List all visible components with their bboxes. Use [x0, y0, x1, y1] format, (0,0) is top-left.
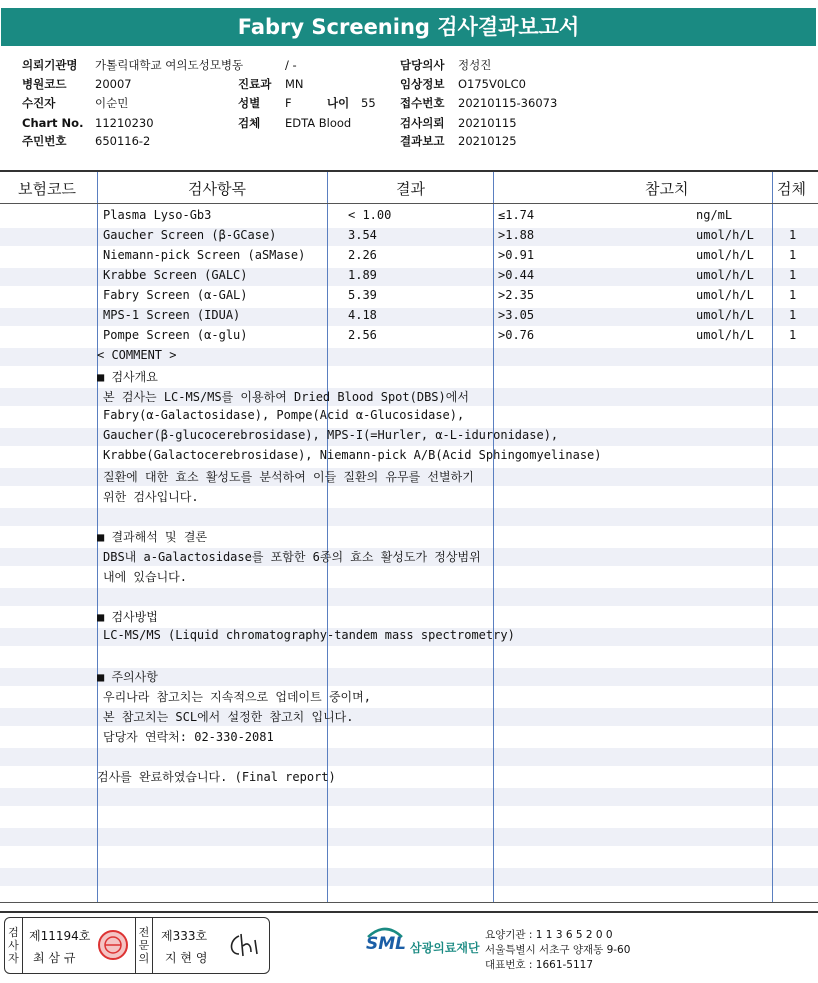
- receipt-value: 20210115-36073: [458, 96, 558, 110]
- header-specimen: 검체: [777, 180, 806, 198]
- specimen-count: 1: [789, 308, 797, 322]
- result-value: 3.54: [348, 228, 377, 242]
- table-bottom-divider: [0, 902, 818, 903]
- reference-unit: ng/mL: [696, 208, 733, 222]
- chart-label: Chart No.: [22, 116, 84, 130]
- caution-line: 우리나라 참고치는 지속적으로 업데이트 중이며,: [103, 690, 371, 704]
- dept-label: 진료과: [238, 77, 272, 91]
- reference-range: >1.88: [498, 228, 535, 242]
- stripe: [0, 508, 818, 526]
- specimen-label: 검체: [238, 116, 261, 130]
- comment-header: < COMMENT >: [97, 348, 177, 362]
- reference-unit: umol/h/L: [696, 248, 754, 262]
- doctor-label: 담당의사: [400, 58, 445, 72]
- reference-range: >0.91: [498, 248, 535, 262]
- header-result: 결과: [396, 180, 425, 198]
- chart-value: 11210230: [95, 116, 154, 130]
- specimen-count: 1: [789, 228, 797, 242]
- stripe: [0, 868, 818, 886]
- sml-arc-icon: [366, 925, 404, 939]
- test-item: Fabry Screen (α-GAL): [103, 288, 248, 302]
- reference-range: ≤1.74: [498, 208, 535, 222]
- lab-address: 서울특별시 서초구 양재동 9-60: [485, 944, 631, 956]
- overview-line: Fabry(α-Galactosidase), Pompe(Acid α-Glucosidase),: [103, 408, 465, 422]
- stripe: [0, 748, 818, 766]
- test-item: Niemann-pick Screen (aSMase): [103, 248, 306, 262]
- tester-license: 제11194호: [29, 929, 91, 943]
- table-row: [0, 325, 818, 345]
- dept-value: MN: [285, 77, 304, 91]
- report-title: Fabry Screening 검사결과보고서: [1, 8, 816, 46]
- test-item: Krabbe Screen (GALC): [103, 268, 248, 282]
- test-item: Gaucher Screen (β-GCase): [103, 228, 277, 242]
- table-row: [0, 265, 818, 285]
- sex-label: 성별: [238, 96, 261, 110]
- caution-line: 본 참고치는 SCL에서 설정한 참고치 입니다.: [103, 710, 354, 724]
- reference-range: >0.76: [498, 328, 535, 342]
- sml-logo: SML: [366, 934, 406, 954]
- test-item: Pompe Screen (α-glu): [103, 328, 248, 342]
- specimen-value: EDTA Blood: [285, 116, 352, 130]
- header-test-item: 검사항목: [188, 180, 246, 198]
- receipt-label: 접수번호: [400, 96, 445, 110]
- divider-top: [0, 170, 818, 172]
- test-item: Plasma Lyso-Gb3: [103, 208, 212, 222]
- overview-line: 본 검사는 LC-MS/MS를 이용하여 Dried Blood Spot(DBS)에서: [103, 390, 469, 404]
- interpretation-line: 내에 있습니다.: [103, 570, 188, 584]
- reference-unit: umol/h/L: [696, 288, 754, 302]
- result-value: 2.56: [348, 328, 377, 342]
- overview-title: ■ 검사개요: [97, 370, 158, 384]
- table-row: [0, 225, 818, 245]
- specialist-license: 제333호: [161, 929, 208, 943]
- overview-line: Krabbe(Galactocerebrosidase), Niemann-pick A/B(Acid Sphingomyelinase): [103, 448, 602, 462]
- recipient-value: 이순민: [95, 96, 129, 110]
- rrn-value: 650116-2: [95, 134, 151, 148]
- specialist-label: 전문의: [135, 918, 153, 973]
- care-institution-number: 요양기관 : 1 1 3 6 5 2 0 0: [485, 929, 613, 941]
- hospital-code-label: 병원코드: [22, 77, 67, 91]
- signature-box: [4, 917, 270, 974]
- recipient-label: 수진자: [22, 96, 56, 110]
- specimen-count: 1: [789, 268, 797, 282]
- tester-name: 최 삼 규: [33, 951, 76, 965]
- sex-value: F: [285, 96, 292, 110]
- result-value: 4.18: [348, 308, 377, 322]
- test-item: MPS-1 Screen (IDUA): [103, 308, 241, 322]
- specimen-count: 1: [789, 328, 797, 342]
- request-label: 검사의뢰: [400, 116, 445, 130]
- tester-label: 검사자: [5, 918, 23, 973]
- report-value: 20210125: [458, 134, 517, 148]
- interpretation-line: DBS내 a-Galactosidase를 포함한 6종의 효소 활성도가 정상범위: [103, 550, 481, 564]
- specimen-count: 1: [789, 288, 797, 302]
- header-divider: [0, 203, 818, 204]
- final-report-note: 검사를 완료하였습니다. (Final report): [97, 770, 336, 784]
- age-value: 55: [361, 96, 376, 110]
- stripe: [0, 788, 818, 806]
- caution-title: ■ 주의사항: [97, 670, 158, 684]
- result-value: < 1.00: [348, 208, 392, 222]
- lab-phone: 대표번호 : 1661-5117: [485, 959, 594, 971]
- table-row: [0, 245, 818, 265]
- reference-unit: umol/h/L: [696, 228, 754, 242]
- lab-name: 삼광의료재단: [410, 941, 480, 955]
- caution-line: 담당자 연락처: 02-330-2081: [103, 730, 274, 744]
- header-reference: 참고치: [645, 180, 689, 198]
- interpretation-title: ■ 결과해석 및 결론: [97, 530, 208, 544]
- institution-label: 의뢰기관명: [22, 58, 78, 72]
- stripe: [0, 828, 818, 846]
- institution-extra: / -: [285, 58, 297, 72]
- tester-seal-icon: [97, 928, 129, 962]
- specimen-count: 1: [789, 248, 797, 262]
- report-label: 결과보고: [400, 134, 445, 148]
- request-value: 20210115: [458, 116, 517, 130]
- hospital-code-value: 20007: [95, 77, 132, 91]
- signature-icon: [227, 930, 265, 960]
- institution-value: 가톨릭대학교 여의도성모병동: [95, 58, 244, 72]
- header-insurance-code: 보험코드: [18, 180, 76, 198]
- overview-line: 질환에 대한 효소 활성도를 분석하여 이들 질환의 유무를 선별하기: [103, 470, 474, 484]
- age-label: 나이: [327, 96, 350, 110]
- overview-line: Gaucher(β-glucocerebrosidase), MPS-I(=Hurler, α-L-iduronidase),: [103, 428, 559, 442]
- table-row: [0, 285, 818, 305]
- overview-line: 위한 검사입니다.: [103, 490, 199, 504]
- table-row: [0, 205, 818, 225]
- doctor-value: 정성진: [458, 58, 492, 72]
- result-value: 5.39: [348, 288, 377, 302]
- method-line: LC-MS/MS (Liquid chromatography-tandem mass spectrometry): [103, 628, 515, 642]
- table-row: [0, 305, 818, 325]
- reference-unit: umol/h/L: [696, 328, 754, 342]
- reference-range: >3.05: [498, 308, 535, 322]
- reference-range: >0.44: [498, 268, 535, 282]
- specialist-name: 지 현 영: [165, 951, 208, 965]
- clinical-label: 임상정보: [400, 77, 445, 91]
- clinical-value: O175V0LC0: [458, 77, 526, 91]
- reference-unit: umol/h/L: [696, 308, 754, 322]
- stripe: [0, 588, 818, 606]
- footer-divider: [0, 911, 818, 913]
- result-value: 1.89: [348, 268, 377, 282]
- reference-range: >2.35: [498, 288, 535, 302]
- result-value: 2.26: [348, 248, 377, 262]
- reference-unit: umol/h/L: [696, 268, 754, 282]
- method-title: ■ 검사방법: [97, 610, 158, 624]
- rrn-label: 주민번호: [22, 134, 67, 148]
